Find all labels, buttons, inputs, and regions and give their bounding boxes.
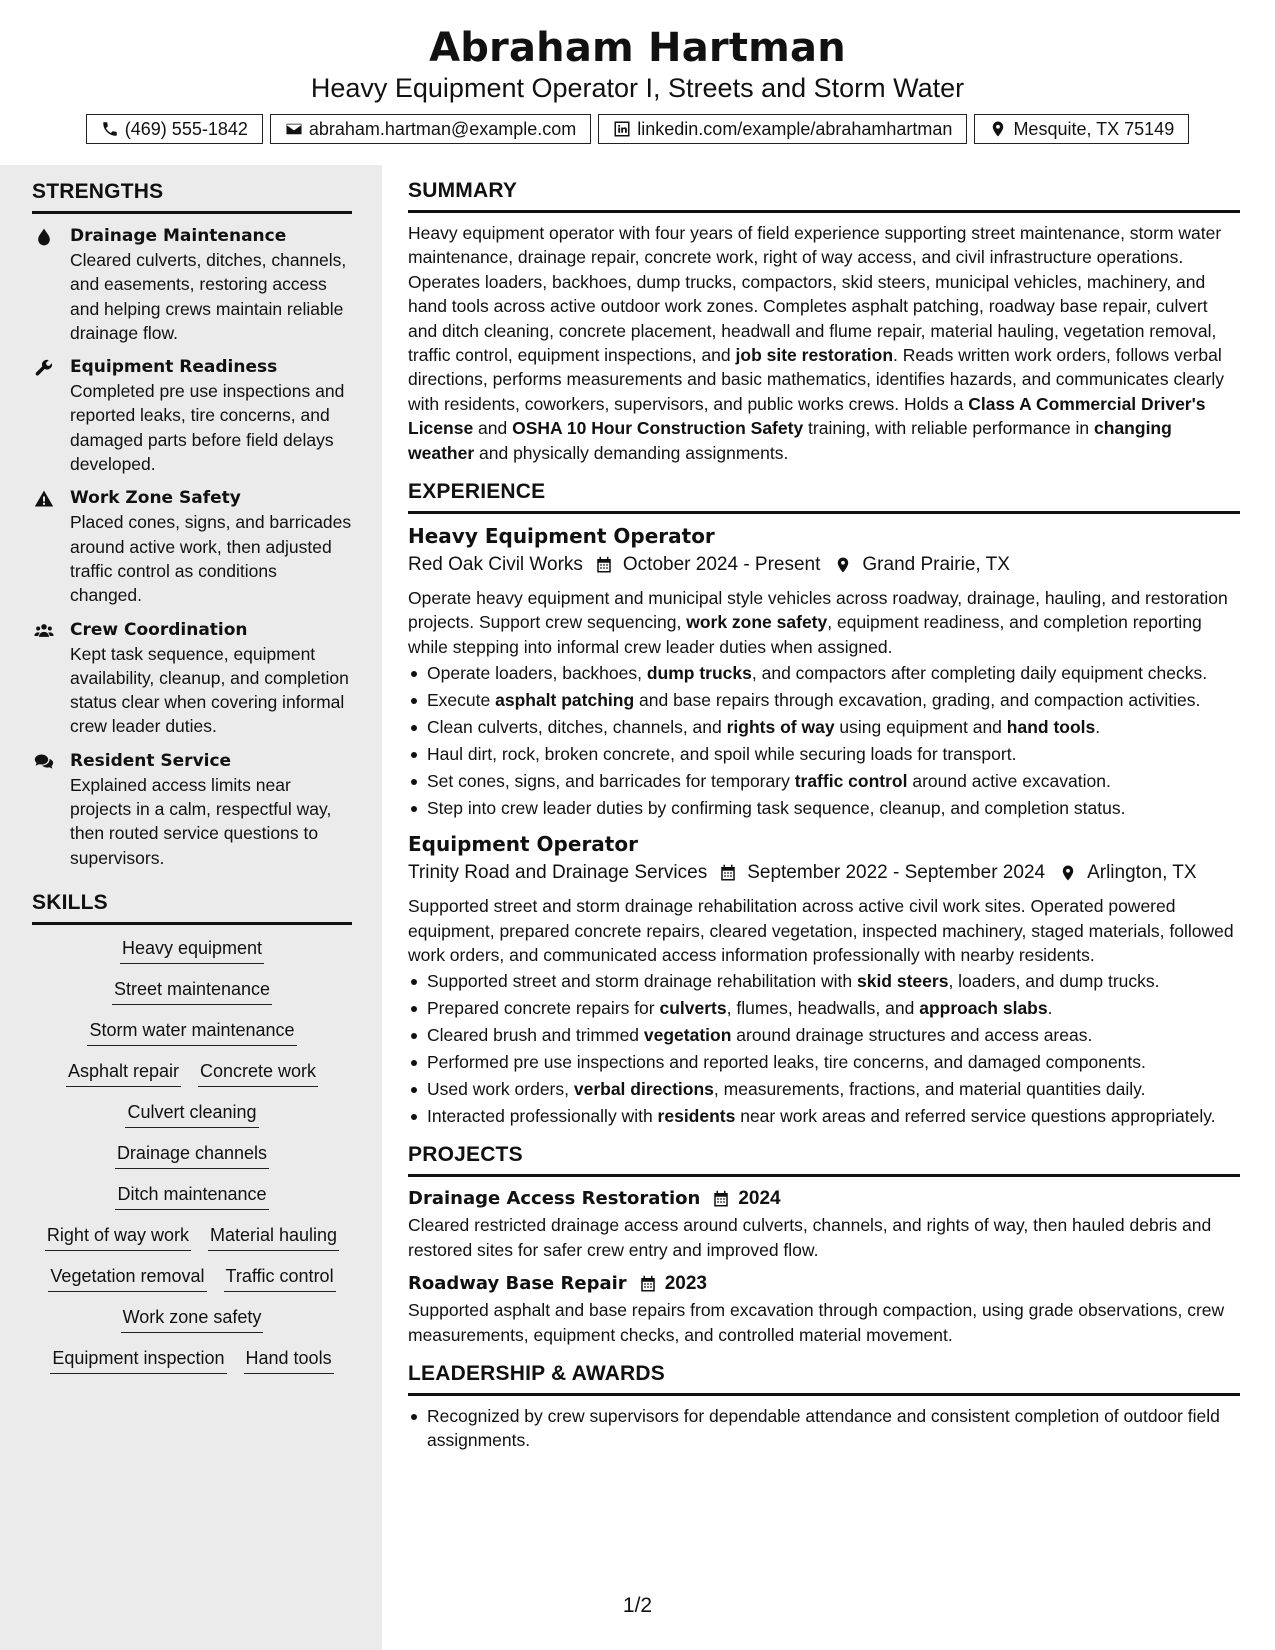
skill-row — [32, 1223, 352, 1251]
strength-title: Drainage Maintenance — [70, 226, 287, 246]
leadership-section — [408, 1361, 1240, 1453]
skill-tag: Culvert cleaning — [125, 1100, 258, 1128]
job-title: Equipment Operator — [408, 832, 638, 857]
job-intro: Operate heavy equipment and municipal style vehicles across roadway, drainage, hauling, and restoration projects. Support crew sequencing, work zone safety, equipment readiness, and completion reporting while stepping into informal crew leader duties when assigned. — [408, 588, 1228, 657]
candidate-title: Heavy Equipment Operator I, Streets and Storm Water — [310, 73, 965, 103]
job-entry — [408, 830, 1240, 1128]
contact-phone[interactable] — [86, 114, 263, 144]
location-pin-icon — [834, 556, 852, 574]
skill-tag: Heavy equipment — [120, 936, 264, 964]
strength-item — [32, 619, 352, 739]
strength-item — [32, 750, 352, 870]
project-year: 2024 — [738, 1188, 781, 1210]
skill-tag: Hand tools — [244, 1346, 334, 1374]
contact-linkedin[interactable] — [598, 114, 967, 144]
skills-section — [32, 890, 352, 1374]
skills-heading: SKILLS — [32, 890, 352, 925]
list-item: Haul dirt, rock, broken concrete, and spoil while securing loads for transport. — [408, 742, 1240, 766]
strength-item — [32, 225, 352, 345]
skill-tag: Drainage channels — [115, 1141, 269, 1169]
skill-tag: Vegetation removal — [48, 1264, 206, 1292]
list-item: Clean culverts, ditches, channels, and rights of way using equipment and hand tools. — [408, 715, 1240, 739]
project-year: 2023 — [664, 1273, 707, 1295]
job-company: Trinity Road and Drainage Services — [408, 862, 708, 884]
strength-title: Crew Coordination — [70, 619, 248, 640]
job-entry — [408, 522, 1240, 820]
summary-text: Heavy equipment operator with four years of field experience supporting street maintenance, storm water maintenance, drainage repair, concrete work, right of way access, and civil infrastructure operations. Operates loaders, backhoes, dump trucks, compactors, skid steers, municipal vehicles, machinery, and hand tools across active outdoor work zones. Completes asphalt patching, roadway base repair, culvert and ditch cleaning, concrete placement, headwall and flume repair, material hauling, vegetation removal, traffic control, equipment inspections, and job site restoration. Reads written work orders, follows verbal directions, performs measurements and basic mathematics, identifies hazards, and communicates clearly with residents, coworkers, supervisors, and public works crews. Holds a Class A Commercial Driver's License and OSHA 10 Hour Construction Safety training, with reliable performance in changing weather and physically demanding assignments. — [408, 223, 1225, 463]
strength-item — [32, 356, 352, 476]
contact-linkedin-text: linkedin.com/example/abrahamhartman — [637, 118, 953, 139]
projects-heading: PROJECTS — [408, 1142, 1240, 1177]
candidate-name: Abraham Hartman — [429, 25, 846, 71]
project-title: Drainage Access Restoration — [408, 1188, 701, 1210]
envelope-icon — [285, 120, 303, 138]
calendar-icon — [712, 1190, 730, 1208]
job-company: Red Oak Civil Works — [408, 554, 583, 576]
project-header — [408, 1270, 1240, 1298]
skill-tag: Material hauling — [208, 1223, 339, 1251]
skill-tag: Concrete work — [198, 1059, 318, 1087]
skill-row — [32, 1264, 352, 1292]
project-title: Roadway Base Repair — [408, 1273, 627, 1295]
contact-location — [974, 114, 1189, 144]
experience-section — [408, 479, 1240, 1128]
resume-header — [0, 0, 1275, 165]
list-item: Recognized by crew supervisors for dependable attendance and consistent completion of outdoor field assignments. — [408, 1404, 1240, 1453]
strength-title: Resident Service — [70, 750, 232, 771]
main-content — [408, 178, 1240, 1467]
summary-section — [408, 178, 1240, 465]
list-item: Performed pre use inspections and reported leaks, tire concerns, and damaged components. — [408, 1050, 1240, 1074]
list-item: Step into crew leader duties by confirming task sequence, cleanup, and completion status. — [408, 796, 1240, 820]
calendar-icon — [719, 864, 737, 882]
job-location: Arlington, TX — [1087, 862, 1197, 884]
skill-tag: Street maintenance — [112, 977, 272, 1005]
project-entry — [408, 1270, 1240, 1347]
job-meta — [408, 858, 1240, 888]
skill-row — [32, 1018, 352, 1046]
users-icon — [34, 621, 54, 641]
job-title: Heavy Equipment Operator — [408, 524, 715, 549]
job-location: Grand Prairie, TX — [862, 554, 1010, 576]
skill-tag: Right of way work — [45, 1223, 191, 1251]
skill-tag: Ditch maintenance — [115, 1182, 268, 1210]
strength-desc: Cleared culverts, ditches, channels, and easements, restoring access and helping crews maintain reliable drainage flow. — [70, 250, 347, 343]
contact-bar — [0, 114, 1275, 144]
job-bullets — [408, 969, 1240, 1128]
location-pin-icon — [1059, 864, 1077, 882]
skill-row — [32, 977, 352, 1005]
list-item: Set cones, signs, and barricades for temporary traffic control around active excavation. — [408, 769, 1240, 793]
skill-tag: Storm water maintenance — [87, 1018, 296, 1046]
skill-tag: Asphalt repair — [66, 1059, 181, 1087]
leadership-heading: LEADERSHIP & AWARDS — [408, 1361, 1240, 1396]
skill-tag: Work zone safety — [121, 1305, 264, 1333]
phone-icon — [101, 120, 119, 138]
project-header — [408, 1185, 1240, 1213]
list-item: Interacted professionally with residents near work areas and referred service questions appropriately. — [408, 1104, 1240, 1128]
strength-item — [32, 487, 352, 607]
strength-title: Work Zone Safety — [70, 488, 241, 509]
sidebar — [0, 165, 382, 1650]
comments-icon — [34, 752, 54, 772]
warning-triangle-icon — [34, 489, 54, 509]
contact-location-text: Mesquite, TX 75149 — [1013, 118, 1175, 139]
skill-row — [32, 936, 352, 964]
contact-email-text: abraham.hartman@example.com — [308, 118, 577, 139]
calendar-icon — [639, 1275, 657, 1293]
skills-list — [32, 936, 352, 1374]
summary-heading: SUMMARY — [408, 178, 1240, 213]
skill-tag: Traffic control — [224, 1264, 336, 1292]
calendar-icon — [595, 556, 613, 574]
project-desc: Cleared restricted drainage access around culverts, channels, and rights of way, then hauled debris and restored sites for safer crew entry and improved flow. — [408, 1215, 1212, 1260]
skill-tag: Equipment inspection — [50, 1346, 226, 1374]
strength-desc: Completed pre use inspections and reported leaks, tire concerns, and damaged parts before field delays developed. — [70, 381, 345, 475]
droplet-icon — [34, 227, 54, 247]
wrench-icon — [34, 358, 54, 378]
skill-row — [32, 1182, 352, 1210]
linkedin-icon — [613, 120, 631, 138]
experience-heading: EXPERIENCE — [408, 479, 1240, 514]
job-dates: October 2024 - Present — [622, 554, 821, 576]
strength-title: Equipment Readiness — [70, 357, 278, 378]
skill-row — [32, 1100, 352, 1128]
contact-email[interactable] — [270, 114, 591, 144]
location-pin-icon — [989, 120, 1007, 138]
project-desc: Supported asphalt and base repairs from excavation through compaction, using grade observations, crew measurements, equipment checks, and controlled material movement. — [408, 1300, 1225, 1345]
job-bullets — [408, 661, 1240, 820]
list-item: Execute asphalt patching and base repairs through excavation, grading, and compaction activities. — [408, 688, 1240, 712]
skill-row — [32, 1059, 352, 1087]
skill-row — [32, 1346, 352, 1374]
list-item: Cleared brush and trimmed vegetation around drainage structures and access areas. — [408, 1023, 1240, 1047]
leadership-bullets — [408, 1404, 1240, 1453]
job-dates: September 2022 - September 2024 — [747, 862, 1046, 884]
list-item: Supported street and storm drainage rehabilitation with skid steers, loaders, and dump trucks. — [408, 969, 1240, 993]
skill-row — [32, 1141, 352, 1169]
strength-desc: Placed cones, signs, and barricades around active work, then adjusted traffic control as conditions changed. — [70, 512, 352, 606]
strengths-heading: STRENGTHS — [32, 179, 352, 214]
skill-row — [32, 1305, 352, 1333]
job-intro: Supported street and storm drainage rehabilitation across active civil work sites. Operated powered equipment, prepared concrete repairs, cleared vegetation, inspected machinery, staged materials, followed work orders, and communicated access information professionally with nearby residents. — [408, 896, 1234, 966]
list-item: Operate loaders, backhoes, dump trucks, and compactors after completing daily equipment checks. — [408, 661, 1240, 685]
project-entry — [408, 1185, 1240, 1262]
list-item: Prepared concrete repairs for culverts, flumes, headwalls, and approach slabs. — [408, 996, 1240, 1020]
strength-desc: Explained access limits near projects in a calm, respectful way, then routed service questions to supervisors. — [70, 774, 332, 868]
page-number: 1/2 — [622, 1594, 653, 1617]
contact-phone-text: (469) 555-1842 — [124, 118, 248, 139]
job-meta — [408, 550, 1240, 580]
projects-section — [408, 1142, 1240, 1347]
list-item: Used work orders, verbal directions, measurements, fractions, and material quantities daily. — [408, 1077, 1240, 1101]
strength-desc: Kept task sequence, equipment availability, cleanup, and completion status clear when covering informal crew leader duties. — [70, 643, 349, 737]
